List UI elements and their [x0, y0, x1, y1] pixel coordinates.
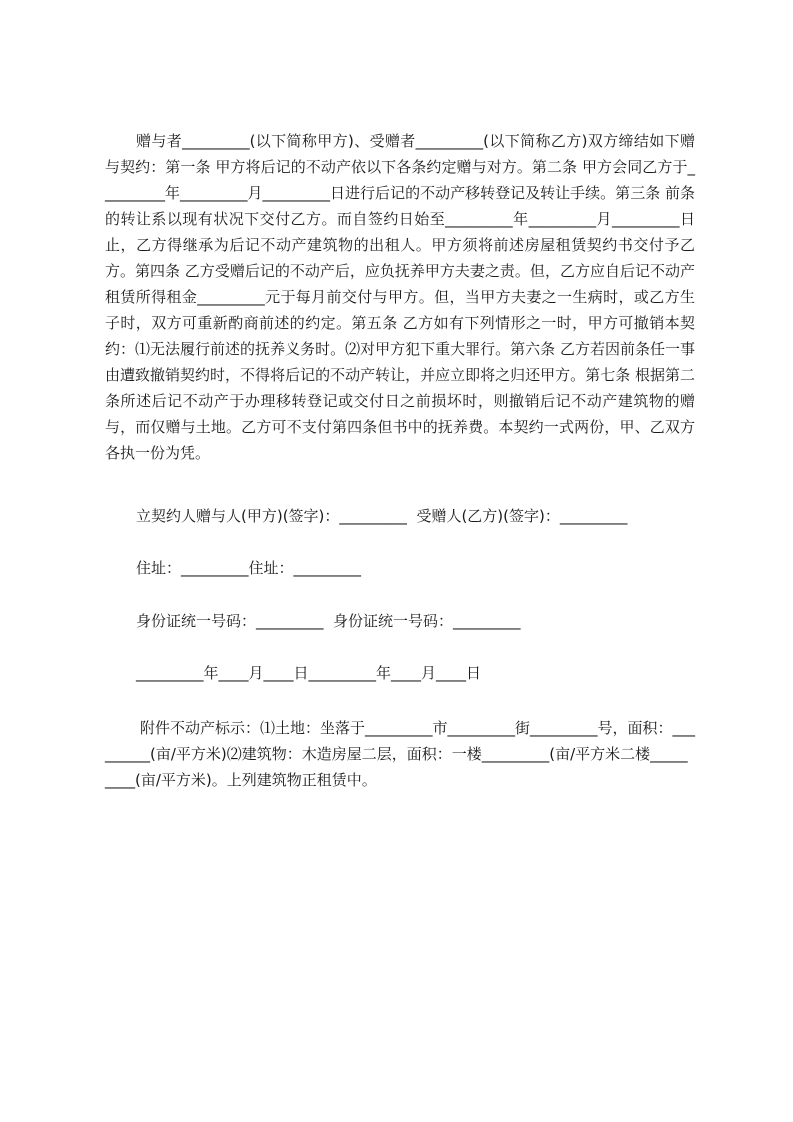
contract-body-paragraph: 赠与者_________(以下简称甲方)、受赠者_________(以下简称乙方)双方缔结如下赠与契约：第一条 甲方将后记的不动产依以下各条约定赠与对方。第二条 甲方会同乙方于_________年_________月_________日进行后记的不动产移转登记及转让手续。第三条 前条的转让系以现有状况下交付乙方。而自签约日始至_________年_________月_________日止，乙方得继承为后记不动产建筑物的出租人。甲方须将前述房屋租赁契约书交付予乙方。第四条 乙方受赠后记的不动产后，应负抚养甲方夫妻之责。但，乙方应自后记不动产租赁所得租金_________元于每月前交付与甲方。但，当甲方夫妻之一生病时，或乙方生子时，双方可重新酌商前述的约定。第五条 乙方如有下列情形之一时，甲方可撤销本契约：⑴无法履行前述的抚养义务时。⑵对甲方犯下重大罪行。第六条 乙方若因前条任一事由遭致撤销契约时，不得将后记的不动产转让，并应立即将之归还甲方。第七条 根据第二条所述后记不动产于办理移转登记或交付日之前损坏时，则撤销后记不动产建筑物的赠与，而仅赠与土地。乙方可不支付第四条但书中的抚养费。本契约一式两份，甲、乙双方各执一份为凭。 — [105, 132, 695, 462]
id-number-line: 身份证统一号码：_________ 身份证统一号码：_________ — [136, 612, 521, 630]
appendix-property-description: 附件不动产标示：⑴土地：坐落于_________市_________街_________号，面积：_________(亩/平方米)⑵建筑物：木造房屋二层，面积：一楼_________(亩/平方米二楼_________(亩/平方米)。上列建筑物正租赁中。 — [105, 719, 696, 789]
date-line: _________年____月____日_________年____月____日 — [136, 664, 482, 682]
signature-line: 立契约人赠与人(甲方)(签字)：_________ 受赠人(乙方)(签字)：_________ — [136, 507, 628, 525]
address-line: 住址：_________住址：_________ — [136, 559, 362, 577]
